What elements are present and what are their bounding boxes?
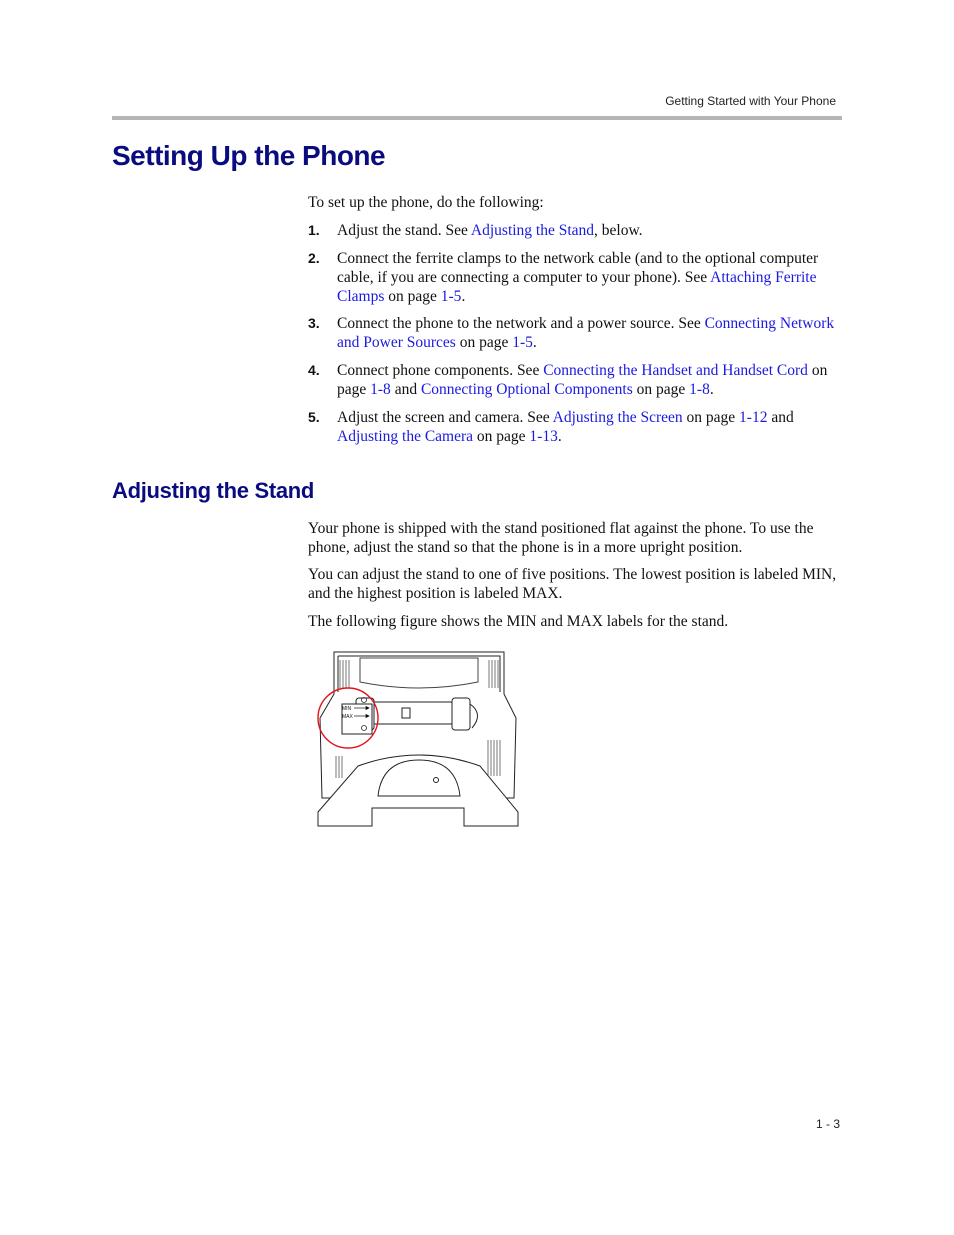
min-label: MIN: [342, 706, 352, 712]
link-adjusting-the-camera[interactable]: Adjusting the Camera: [337, 428, 474, 445]
step-3: [308, 314, 848, 352]
step-text: and: [390, 381, 421, 398]
link-attaching-ferrite-clamps[interactable]: Attaching Ferrite Clamps: [337, 269, 817, 305]
paragraph-stand-shipped: Your phone is shipped with the stand positioned flat against the phone. To use the phone, adjust the stand so that the phone is in a more upright position.: [308, 520, 814, 556]
link-page-1-5[interactable]: 1-5: [440, 288, 462, 305]
paragraph-five-positions: You can adjust the stand to one of five positions. The lowest position is labeled MIN, and the highest position is labeled MAX.: [308, 566, 837, 602]
page-number: 1 - 3: [815, 1117, 840, 1131]
step-number: 2.: [308, 250, 320, 266]
link-page-1-8[interactable]: 1-8: [689, 381, 710, 398]
link-connecting-network-and-power-sources[interactable]: Connecting Network and Power Sources: [337, 315, 835, 351]
step-text: Connect phone components. See: [337, 362, 544, 379]
step-text: on page: [473, 428, 530, 445]
running-header: Getting Started with Your Phone: [665, 94, 836, 108]
phone-stand-illustration: [312, 648, 524, 830]
link-connecting-optional-components[interactable]: Connecting Optional Components: [420, 381, 633, 398]
step-number: 5.: [308, 409, 320, 425]
max-label: MAX: [342, 714, 353, 720]
step-text: on page: [455, 334, 513, 351]
step-4: [308, 361, 848, 399]
step-text: .: [461, 288, 466, 305]
link-page-1-8[interactable]: 1-8: [370, 381, 391, 398]
step-text: .: [557, 428, 562, 445]
step-5: [308, 408, 848, 446]
section-title: Setting Up the Phone: [112, 140, 386, 171]
step-text: Connect the ferrite clamps to the network cable (and to the optional computer cable, if you are connecting a computer to your phone). See: [337, 250, 819, 286]
step-2: [308, 249, 848, 306]
link-page-1-13[interactable]: 1-13: [529, 428, 558, 445]
step-text: Adjust the stand. See: [337, 222, 471, 239]
step-text: .: [532, 334, 537, 351]
step-text: on page: [632, 381, 690, 398]
step-1: [308, 221, 848, 240]
step-text: on page: [337, 362, 828, 398]
step-text: , below.: [594, 222, 643, 239]
paragraph-figure-intro: The following figure shows the MIN and MAX labels for the stand.: [308, 613, 729, 630]
step-text: Adjust the screen and camera. See: [337, 409, 553, 426]
step-number: 1.: [308, 222, 320, 238]
link-adjusting-the-screen[interactable]: Adjusting the Screen: [552, 409, 683, 426]
intro-paragraph: To set up the phone, do the following:: [308, 194, 544, 211]
header-rule: [112, 116, 842, 120]
step-text: .: [709, 381, 714, 398]
step-number: 4.: [308, 362, 320, 378]
step-number: 3.: [308, 315, 320, 331]
link-page-1-5[interactable]: 1-5: [512, 334, 533, 351]
step-text: Connect the phone to the network and a power source. See: [337, 315, 705, 332]
subsection-title: Adjusting the Stand: [112, 478, 315, 503]
link-adjusting-the-stand[interactable]: Adjusting the Stand: [470, 222, 595, 239]
stand-figure: [312, 648, 524, 830]
step-text: on page: [682, 409, 740, 426]
step-text: on page: [384, 288, 441, 305]
link-page-1-12[interactable]: 1-12: [739, 409, 768, 426]
step-text: and: [767, 409, 794, 426]
link-connecting-the-handset[interactable]: Connecting the Handset and Handset Cord: [543, 362, 808, 379]
